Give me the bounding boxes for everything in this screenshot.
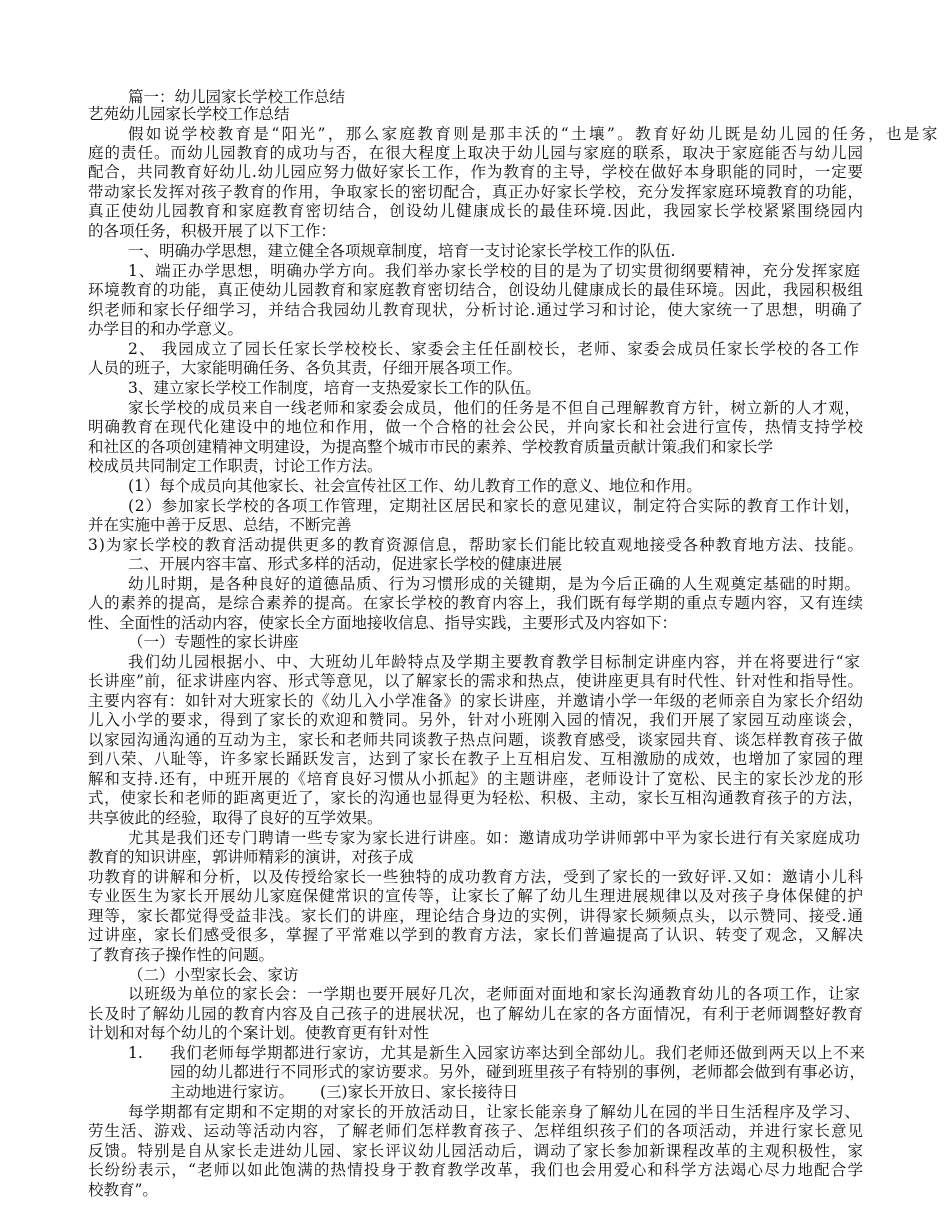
text-line: 配合，共同教育好幼儿.幼儿园应努力做好家长工作，作为教育的主导，学校在做好本身职能的同时，一定要: [88, 163, 864, 181]
text-line: 的各项任务，积极开展了以下工作：: [88, 222, 337, 240]
text-line: 主动地进行家访。: [170, 1083, 295, 1101]
text-line: 2、 我园成立了园长任家长学校校长、家委会主任任副校长，老师、家委会成员任家长学校的各工作: [128, 340, 860, 358]
text-line: 幼儿时期，是各种良好的道德品质、行为习惯形成的关键期，是为今后正确的人生观奠定基础的时期。: [128, 575, 861, 593]
text-line: 式，使家长和老师的距离更近了，家长的沟通也显得更为轻松、积极、主动，家长互相沟通教育孩子的方法，: [88, 789, 864, 807]
text-line: 功教育的讲解和分析，以及传授给家长一些独特的成功教育方法，受到了家长的一致好评.又如：邀请小儿科: [88, 868, 864, 886]
text-line: 性、全面性的活动内容，使家长全方面地接收信息、指导实践，主要形式及内容如下：: [88, 614, 678, 632]
text-line: 以班级为单位的家长会：一学期也要开展好几次，老师面对面地和家长沟通教育幼儿的各项工作，让家: [128, 985, 861, 1003]
text-line: 理等，家长都觉得受益非浅。家长们的讲座，理论结合身边的实例，讲得家长频频点头，以示赞同、接受.通: [88, 907, 864, 925]
text-line: 和社区的各项创建精神文明建设，为提高整个城市市民的素养、学校教育质量贡献计策。: [88, 438, 693, 456]
text-line: 我们老师每学期都进行家访，尤其是新生入园家访率达到全部幼儿。我们老师还做到两天以上不来: [170, 1044, 866, 1062]
text-line: 假如说学校教育是“阳光”，那么家庭教育则是那丰沃的“土壤”。教育好幼儿既是幼儿园的任务，也是家: [128, 125, 940, 143]
text-line: 3)为家长学校的教育活动提供更多的教育资源信息，帮助家长们能比较直观地接受各种教育地方法、技能。: [88, 536, 864, 554]
text-line: 反馈。特别是自从家长走进幼儿园、家长评议幼儿园活动后，调动了家长参加新课程改革的主观积极性，家: [88, 1142, 864, 1160]
text-line: 校教育”。: [88, 1181, 158, 1199]
text-line: 以家园沟通沟通的互动为主，家长和老师共同谈教子热点问题，谈教育感受，谈家园共育、谈怎样教育孩子做: [88, 731, 864, 749]
text-line: 主要内容有：如针对大班家长的《幼儿入小学准备》的家长讲座，并邀请小学一年级的老师亲自为家长介绍幼: [88, 692, 864, 710]
text-line: 长及时了解幼儿园的教育内容及自己孩子的进展状况，也了解幼儿在家的各方面情况，有利于老师调整好教育: [88, 1005, 864, 1023]
text-line: 1、端正办学思想，明确办学方向。我们举办家长学校的目的是为了切实贯彻纲要精神，充分发挥家庭: [128, 262, 861, 280]
text-line: (1）每个成员向其他家长、社会宣传社区工作、幼儿教育工作的意义、地位和作用。: [128, 477, 702, 495]
text-line: 长讲座”前，征求讲座内容、形式等意见，以了解家长的需求和热点，使讲座更具有时代性、针对性和指导性。: [88, 672, 864, 690]
text-line: 织老师和家长仔细学习，并结合我园幼儿教育现状，分析讨论.通过学习和讨论，使大家统一了思想，明确了: [88, 301, 864, 319]
text-line: (2）参加家长学校的各项工作管理，定期社区居民和家长的意见建议，制定符合实际的教育工作计划，: [128, 497, 861, 515]
text-line: 专业医生为家长开展幼儿家庭保健常识的宣传等，让家长了解了幼儿生理进展规律以及对孩子身体保健的护: [88, 887, 864, 905]
text-line: 计划和对每个幼儿的个案计划。使教育更有针对性: [88, 1024, 430, 1042]
text-line: 1.: [128, 1044, 143, 1062]
text-line: 篇一：幼儿园家长学校工作总结: [128, 88, 346, 106]
text-line: 共享彼此的经验，取得了良好的互学效果。: [88, 809, 383, 827]
text-line: 劳生活、游戏、运动等活动内容，了解老师们怎样教育孩子、怎样组织孩子们的各项活动，并进行家长意见: [88, 1122, 864, 1140]
text-line: 解和支持.还有，中班开展的《培育良好习惯从小抓起》的主题讲座，老师设计了宽松、民主的家长沙龙的形: [88, 770, 864, 788]
text-line: 并在实施中善于反思、总结，不断完善: [88, 516, 352, 534]
text-line: 了教育孩子操作性的问题。: [88, 946, 275, 964]
text-line: 明确教育在现代化建设中的地位和作用，做一个合格的社会公民，并向家长和社会进行宣传，热情支持学校: [88, 418, 864, 436]
text-line: 我们和家长学: [680, 438, 774, 456]
text-line: 我们幼儿园根据小、中、大班幼儿年龄特点及学期主要教育教学目标制定讲座内容，并在将要进行“家: [128, 653, 861, 671]
text-line: 人员的班子，大家能明确任务、各负其责，仔细开展各项工作。: [88, 359, 523, 377]
text-line: 一、明确办学思想，建立健全各项规章制度，培育一支讨论家长学校工作的队伍.: [128, 242, 676, 260]
text-line: 家长学校的成员来自一线老师和家委会成员，他们的任务是不但自己理解教育方针，树立新的人才观，: [128, 399, 861, 417]
text-line: 尤其是我们还专门聘请一些专家为家长进行讲座。如：邀请成功学讲师郭中平为家长进行有关家庭成功: [128, 829, 861, 847]
text-line: 儿入小学的要求，得到了家长的欢迎和赞同。另外，针对小班刚入园的情况，我们开展了家园互动座谈会，: [88, 711, 864, 729]
text-line: 真正使幼儿园教育和家庭教育密切结合，创设幼儿健康成长的最佳环境.因此，我园家长学校紧紧围绕园内: [88, 202, 865, 220]
text-line: 过讲座，家长们感受很多，掌握了平常难以学到的教育方法，家长们普遍提高了认识、转变了观念，又解决: [88, 926, 864, 944]
text-line: 教育的知识讲座，郭讲师精彩的演讲，对孩子成: [88, 848, 414, 866]
text-line: (三)家长开放日、家长接待日: [320, 1083, 519, 1101]
text-line: 每学期都有定期和不定期的对家长的开放活动日，让家长能亲身了解幼儿在园的半日生活程序及学习、: [128, 1103, 861, 1121]
text-line: 办学目的和办学意义。: [88, 320, 244, 338]
text-line: 园的幼儿都进行不同形式的家访要求。另外，碰到班里孩子有特别的事例，老师都会做到有事必访，: [170, 1063, 866, 1081]
text-line: 艺苑幼儿园家长学校工作总结: [88, 105, 290, 123]
text-line: （二）小型家长会、家访: [128, 966, 299, 984]
text-line: 带动家长发挥对孩子教育的作用，争取家长的密切配合，真正办好家长学校，充分发挥家庭环境教育的功能，: [88, 183, 864, 201]
text-line: 环境教育的功能，真正使幼儿园教育和家庭教育密切结合，创设幼儿健康成长的最佳环境。因此，我园积极组: [88, 281, 864, 299]
text-line: 3、建立家长学校工作制度，培育一支热爱家长工作的队伍。: [128, 379, 541, 397]
text-line: 庭的责任。而幼儿园教育的成功与否，在很大程度上取决于幼儿园与家庭的联系，取决于家庭能否与幼儿园: [88, 144, 864, 162]
text-line: 到八荣、八耻等，许多家长踊跃发言，达到了家长在教子上互相启发、互相激励的成效，也增加了家园的理: [88, 750, 864, 768]
text-line: 校成员共同制定工作职责，讨论工作方法。: [88, 457, 383, 475]
text-line: 人的素养的提高，是综合素养的提高。在家长学校的教育内容上，我们既有每学期的重点专题内容，又有连续: [88, 594, 864, 612]
text-line: 二、开展内容丰富、形式多样的活动，促进家长学校的健康进展: [128, 555, 563, 573]
text-line: （一）专题性的家长讲座: [128, 633, 299, 651]
text-line: 长纷纷表示，“老师以如此饱满的热情投身于教育教学改革，我们也会用爱心和科学方法竭心尽力地配合学: [88, 1161, 865, 1179]
